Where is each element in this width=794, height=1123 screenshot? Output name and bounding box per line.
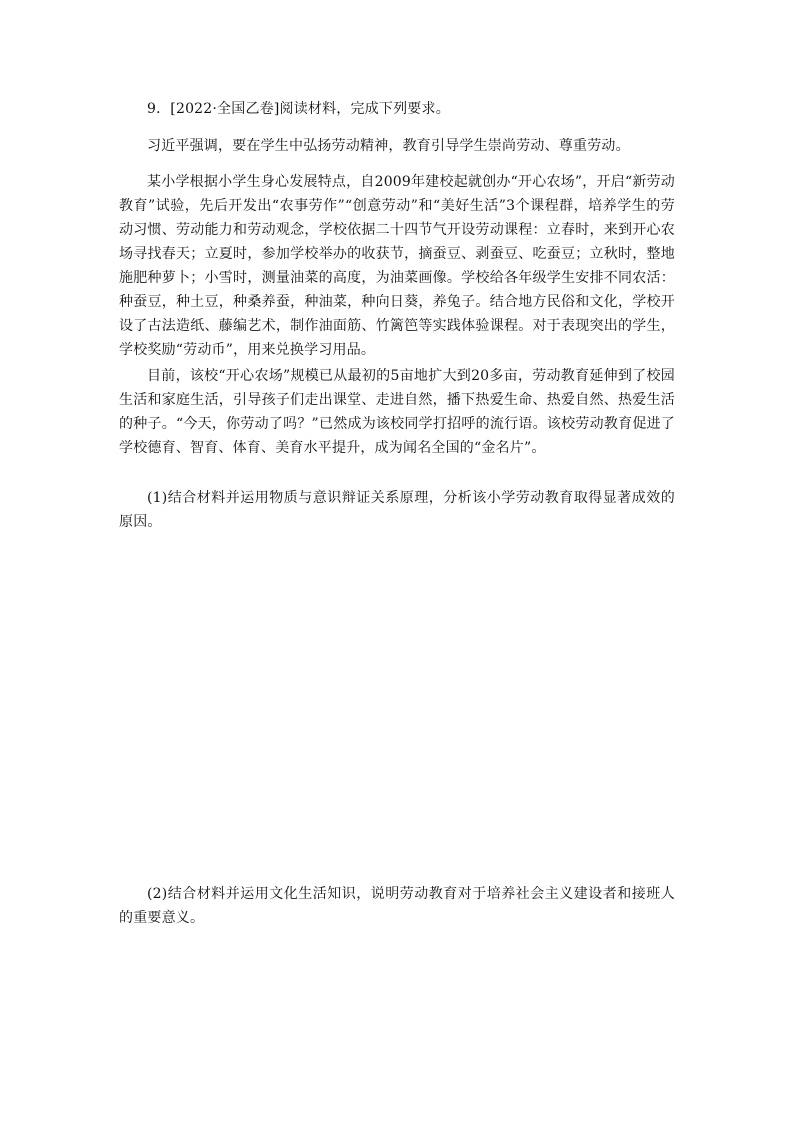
answer-space-1 (119, 540, 675, 870)
sub-question-2: (2)结合材料并运用文化生活知识，说明劳动教育对于培养社会主义建设者和接班人的重要意义。 (119, 886, 675, 926)
question-heading: 9．[2022·全国乙卷]阅读材料，完成下列要求。 (147, 101, 450, 117)
question-intro: 习近平强调，要在学生中弘扬劳动精神，教育引导学生崇尚劳动、尊重劳动。 (147, 138, 630, 154)
answer-space-2 (119, 936, 675, 1096)
material-paragraph-1: 某小学根据小学生身心发展特点，自2009年建校起就创办“开心农场”，开启“新劳动教育”试验，先后开发出“农事劳作”“创意劳动”和“美好生活”3个课程群，培养学生的劳动习惯、劳动能力和劳动观念，学校依据二十四节气开设劳动课程：立春时，来到开心农场寻找春天；立夏时，参加学校举办的收获节，摘蚕豆、剥蚕豆、吃蚕豆；立秋时，整地施肥种萝卜；小雪时，测量油菜的高度，为油菜画像。学校给各年级学生安排不同农活：种蚕豆，种土豆，种桑养蚕，种油菜，种向日葵，养兔子。结合地方民俗和文化，学校开设了古法造纸、藤编艺术，制作油面筋、竹篱笆等实践体验课程。对于表现突出的学生，学校奖励“劳动币”，用来兑换学习用品。 (119, 174, 675, 358)
sub-question-1: (1)结合材料并运用物质与意识辩证关系原理，分析该小学劳动教育取得显著成效的原因。 (119, 490, 675, 530)
material-paragraph-2: 目前，该校“开心农场”规模已从最初的5亩地扩大到20多亩，劳动教育延伸到了校园生活和家庭生活，引导孩子们走出课堂、走进自然，播下热爱生命、热爱自然、热爱生活的种子。“今天，你劳动了吗？”已然成为该校同学打招呼的流行语。该校劳动教育促进了学校德育、智育、体育、美育水平提升，成为闻名全国的“金名片”。 (119, 368, 675, 456)
